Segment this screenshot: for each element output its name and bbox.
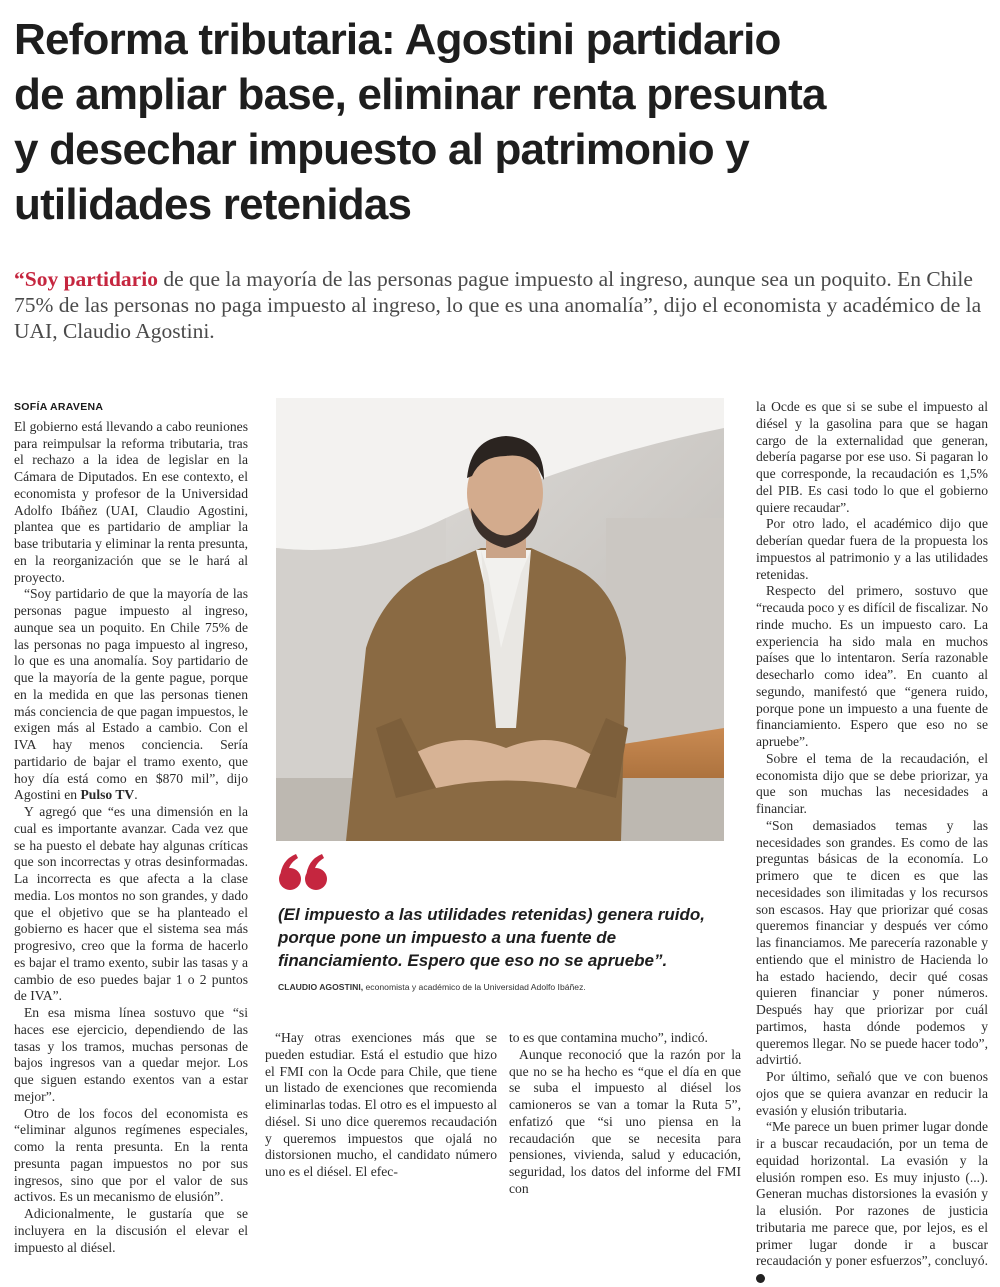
paragraph: Por otro lado, el académico dijo que deberían quedar fuera de la propuesta los impuestos al patrimonio y a las utilidades retenidas.	[756, 516, 988, 582]
credit-role: economista y académico de la Universidad Adolfo Ibáñez.	[363, 982, 586, 992]
paragraph: Sobre el tema de la recaudación, el economista dijo que se debe priorizar, ya que son muchas las necesidades a financiar.	[756, 750, 988, 816]
article-column-4	[756, 399, 988, 1287]
byline: SOFÍA ARAVENA	[14, 401, 104, 413]
portrait-illustration	[276, 398, 724, 841]
paragraph: Respecto del primero, sostuvo que “recauda poco y es difícil de fiscalizar. No rinde mucho. Es un impuesto caro. La experiencia ha sido mala en muchos países que lo intentaron. Sería razonable desecharlo como idea”. En cuanto al segundo, manifestó que “genera ruido, porque pone un impuesto a una fuente de financiamiento. Espero que eso no se apruebe”.	[756, 583, 988, 749]
article-column-1	[14, 399, 248, 1256]
paragraph: Otro de los focos del economista es “eliminar algunos regímenes especiales, como la renta presunta. En la renta presunta pagan impuestos no por sus ingresos, sino que por el valor de sus activos. Es un mecanismo de elusión”.	[14, 1105, 248, 1205]
headline-line: y desechar impuesto al patrimonio y	[14, 125, 749, 174]
paragraph: Adicionalmente, le gustaría que se incluyera en la discusión el elevar el impuesto al diésel.	[14, 1206, 248, 1255]
headline-line: Reforma tributaria: Agostini partidario	[14, 15, 781, 64]
paragraph: la Ocde es que si se sube el impuesto al diésel y la gasolina para que se hagan cargo de la externalidad que generan, debería pagarse por ese uso. Si pagaran lo que corresponde, la recaudación es 1,5% del PIB. Es casi todo lo que el gobierno quiere recaudar”.	[756, 399, 988, 515]
paragraph: En esa misma línea sostuvo que “si haces ese ejercicio, dependiendo de las tasas y los tramos, muchas personas de bajos ingresos van a quedar mejor. Los que siguen estando exentos van a estar mejor”.	[14, 1005, 248, 1104]
article-column-2	[265, 1030, 497, 1181]
paragraph: “Son demasiados temas y las necesidades son grandes. Es como de las preguntas básicas de la economía. Lo primero que te dicen es que las necesidades son ilimitadas y los recursos son escasos. Hay que priorizar qué cosas queremos financiar y después ver cómo las financiamos. Me parecería razonable y entiendo que el ministro de Hacienda lo ha estado haciendo, decir qué cosas quieren financiar y poner números. Después hay que priorizar por cuál partimos, hasta dónde podemos y queremos llegar. No se puede hacer todo”, advirtió.	[756, 817, 988, 1068]
paragraph: “Hay otras exenciones más que se pueden estudiar. Está el estudio que hizo el FMI con la Ocde para Chile, que tiene un listado de exenciones que recomienda eliminarlas todas. El otro es el impuesto al diésel. Si uno dice queremos recaudación y queremos impuestos que ojalá no distorsionen mucho, el candidato número uno es el diésel. El efec-	[265, 1030, 497, 1179]
paragraph: Aunque reconoció que la razón por la que no se ha hecho es “que el día en que se suba el impuesto al diésel los camioneros se van a tomar la Ruta 5”, enfatizó que “si uno piensa en la recaudación que se necesita para pensiones, vivienda, salud y educación, seguridad, los datos del informe del FMI con	[509, 1046, 741, 1196]
headline-line: utilidades retenidas	[14, 180, 412, 229]
paragraph: Y agregó que “es una dimensión en la cual es importante avanzar. Cada vez que se ha puesto el debate hay algunas críticas que son incorrectas y otras desinformadas. La incorrecta es que afecta a la clase media. Los montos no son grandes, y dado que el objetivo que se ha planteado el gobierno es hacer que el sistema sea más progresivo, creo que la forma de hacerlo es bajar el tramo exento, subir las tasas y a cambio de eso puedes bajar 1 o 2 puntos de IVA”.	[14, 804, 248, 1004]
lead-highlight: “Soy partidario	[14, 267, 158, 291]
paragraph	[756, 1119, 988, 1287]
headline	[14, 12, 989, 232]
paragraph: to es que contamina mucho”, indicó.	[509, 1030, 708, 1045]
lead-paragraph	[14, 266, 989, 344]
pull-quote: (El impuesto a las utilidades retenidas) genera ruido, porque pone un impuesto a una fuente de financiamiento. Espero que eso no se apruebe”.	[278, 905, 705, 970]
pull-quote-credit	[278, 982, 728, 992]
program-name: Pulso TV	[80, 787, 135, 803]
quote-icon	[276, 852, 332, 892]
paragraph	[14, 586, 248, 804]
paragraph-text: “Me parece un buen primer lugar donde ir a buscar recaudación, por un tema de equidad horizontal. La evasión y la elusión rompen eso. Es muy injusto (...). Generan muchas distorsiones la evasión y la elusión. Por razones de justicia tributaria me parece que, por lejos, es el primer lugar donde ir a buscar recaudación y poner esfuerzos”, concluyó.	[756, 1119, 988, 1269]
lead-text: de que la mayoría de las personas pague impuesto al ingreso, aunque sea un poquito. En Chile 75% de las personas no paga impuesto al ingreso, lo que es una anomalía”, dijo el economista y académico de la UAI, Claudio Agostini.	[14, 267, 982, 343]
headline-line: de ampliar base, eliminar renta presunta	[14, 70, 826, 119]
end-mark-icon: P	[756, 1274, 765, 1283]
paragraph: Por último, señaló que ve con buenos ojos que se quiera avanzar en reducir la evasión y elusión tributaria.	[756, 1069, 988, 1118]
paragraph-text: .	[134, 787, 138, 803]
paragraph-text: “Soy partidario de que la mayoría de las personas pague impuesto al ingreso, aunque sea un poquito. En Chile 75% de las personas no paga impuesto al ingreso, lo que es una anomalía. Soy partidario de que la mayoría de la gente pague, porque en la medida en que las personas tienen más conciencia de que pagan impuestos, le exigen más al Estado a cambio. Con el IVA hay menos conciencia. Sería partidario de bajar el tramo exento, que hoy día está como en $870 mil”, dijo Agostini en	[14, 586, 248, 803]
article-column-3	[509, 1030, 741, 1198]
credit-name: CLAUDIO AGOSTINI,	[278, 982, 364, 992]
portrait-photo	[276, 398, 724, 841]
paragraph: El gobierno está llevando a cabo reuniones para reimpulsar la reforma tributaria, tras el rechazo a la idea de legislar en la Cámara de Diputados. En ese contexto, el economista y profesor de la Universidad Adolfo Ibáñez (UAI, Claudio Agostini, plantea que es partidario de ampliar la base tributaria y eliminar la renta presunta, en la reorganización que se le hará al proyecto.	[14, 418, 248, 585]
